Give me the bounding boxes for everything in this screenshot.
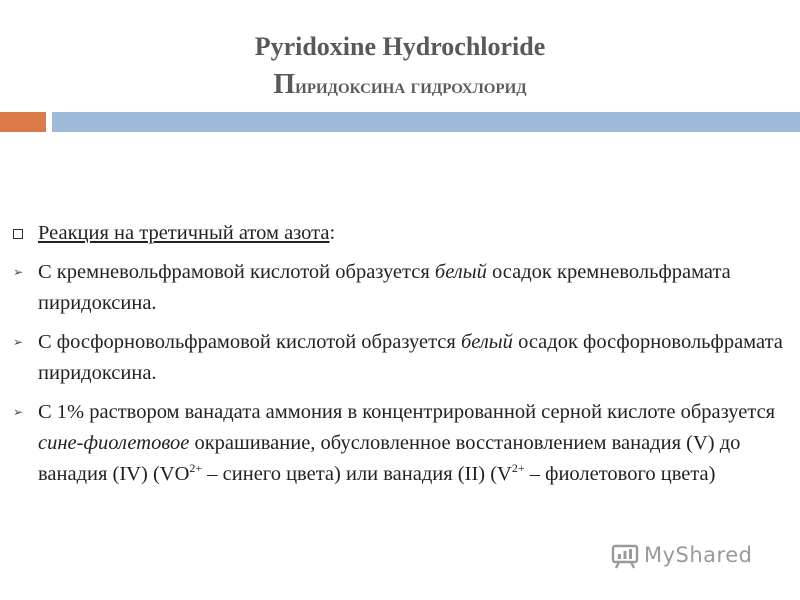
color-italic: белый — [460, 331, 513, 353]
list-item: ➢ С кремневольфрамовой кислотой образуется белый осадок кремневольфрамата пиридоксина. — [8, 257, 788, 319]
superscript-charge: 2+ — [189, 461, 203, 475]
accent-bar-blue — [52, 112, 800, 132]
heading-item — [8, 218, 788, 249]
title-russian-rest: иридоксина гидрохлорид — [295, 73, 527, 98]
title-english: Pyridoxine Hydrochloride — [254, 32, 546, 61]
watermark-text: MyShared — [644, 543, 753, 567]
title-russian-initial: П — [273, 69, 296, 100]
arrow-bullet-icon: ➢ — [12, 405, 24, 419]
list-item: ➢ С фосфорновольфрамовой кислотой образуется белый осадок фосфорновольфрамата пиридоксина. — [8, 327, 788, 389]
color-italic: сине-фиолетовое — [38, 432, 190, 454]
list-item: ➢ С 1% раствором ванадата аммония в концентрированной серной кислоте образуется сине-фиолетовое окрашивание, обусловленное восстановлением ванадия (V) до ванадия (IV) ($VO^{2+}$ – синего цвета) или ванадия (II) ($V^{2+}$ – фиолетового цвета) — [8, 397, 788, 490]
superscript-charge: 2+ — [511, 461, 525, 475]
watermark — [610, 538, 780, 572]
title-russian — [0, 68, 800, 103]
accent-bar-orange — [0, 112, 46, 132]
slide-content — [8, 218, 788, 490]
arrow-bullet-icon: ➢ — [12, 265, 24, 279]
heading-colon: : — [329, 222, 336, 244]
myshared-logo-icon — [610, 540, 640, 570]
slide-title — [0, 30, 800, 103]
arrow-bullet-icon: ➢ — [12, 335, 24, 349]
heading-text: Реакция на третичный атом азота — [38, 222, 330, 244]
color-italic: белый — [434, 261, 487, 283]
square-bullet-icon — [8, 218, 28, 249]
